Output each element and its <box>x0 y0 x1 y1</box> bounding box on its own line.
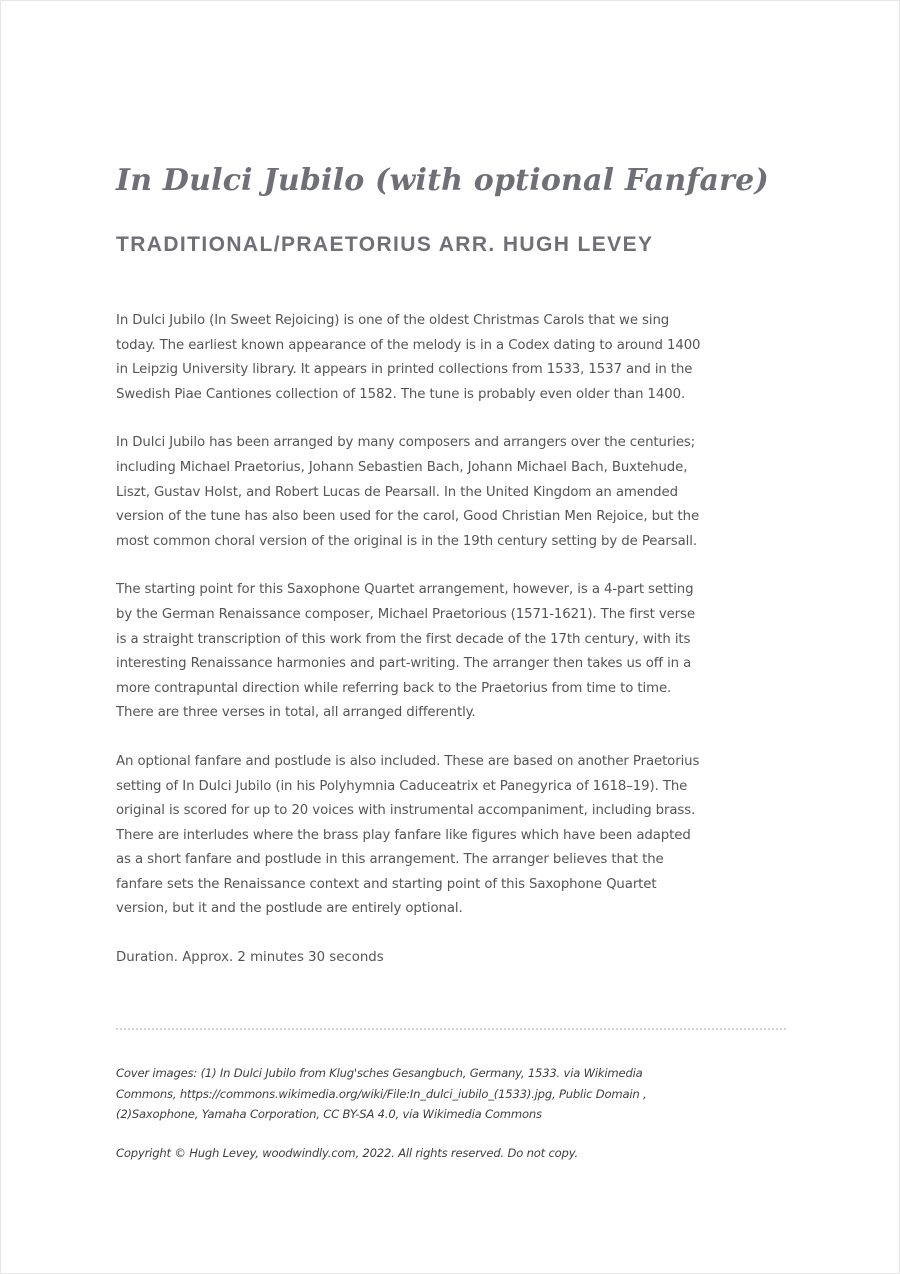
copyright-notice: Copyright © Hugh Levey, woodwindly.com, 2022. All rights reserved. Do not copy. <box>116 1145 578 1160</box>
paragraph-arrangement <box>116 578 786 726</box>
description-body <box>116 309 786 971</box>
page-title: In Dulci Jubilo (with optional Fanfare) <box>116 163 769 198</box>
text-line: interesting Renaissance harmonies and part-writing. The arranger then takes us off in a <box>116 656 692 672</box>
credit-line: (2)Saxophone, Yamaha Corporation, CC BY-SA 4.0, via Wikimedia Commons <box>116 1107 542 1121</box>
credit-line: Commons, https://commons.wikimedia.org/wiki/File:In_dulci_iubilo_(1533).jpg, Public Domain , <box>116 1086 647 1101</box>
image-credits <box>116 1063 786 1125</box>
text-line: original is scored for up to 20 voices with instrumental accompaniment, including brass. <box>116 803 696 819</box>
text-line: In Dulci Jubilo (In Sweet Rejoicing) is one of the oldest Christmas Carols that we sing <box>116 313 670 328</box>
text-line: In Dulci Jubilo has been arranged by many composers and arrangers over the centuries; <box>116 435 696 451</box>
main-content <box>116 159 786 971</box>
text-line: more contrapuntal direction while referring back to the Praetorius from time to time. <box>116 680 672 696</box>
text-line: There are three verses in total, all arranged differently. <box>116 705 476 721</box>
text-line: fanfare sets the Renaissance context and starting point of this Saxophone Quartet <box>116 876 657 892</box>
text-line: as a short fanfare and postlude in this arrangement. The arranger believes that the <box>116 852 664 868</box>
footer <box>116 1063 786 1163</box>
text-line: version, but it and the postlude are entirely optional. <box>116 901 463 917</box>
text-line: There are interludes where the brass play fanfare like figures which have been adapted <box>116 827 691 843</box>
text-line: including Michael Praetorius, Johann Sebastien Bach, Johann Michael Bach, Buxtehude, <box>116 459 688 475</box>
text-line: The starting point for this Saxophone Quartet arrangement, however, is a 4-part setting <box>116 582 694 598</box>
paragraph-fanfare <box>116 750 786 922</box>
text-line: Liszt, Gustav Holst, and Robert Lucas de Pearsall. In the United Kingdom an amended <box>116 484 678 500</box>
text-line: by the German Renaissance composer, Michael Praetorious (1571-1621). The first verse <box>116 606 695 622</box>
text-line: is a straight transcription of this work from the first decade of the 17th century, with its <box>116 631 691 647</box>
credit-line: Cover images: (1) In Dulci Jubilo from Klug'sches Gesangbuch, Germany, 1533. via Wikimedia <box>116 1066 643 1080</box>
text-line: today. The earliest known appearance of the melody is in a Codex dating to around 1400 <box>116 337 701 353</box>
text-line: version of the tune has also been used for the carol, Good Christian Men Rejoice, but the <box>116 509 700 525</box>
duration-text: Duration. Approx. 2 minutes 30 seconds <box>116 950 384 966</box>
paragraph-history <box>116 309 786 407</box>
composer-subtitle: TRADITIONAL/PRAETORIUS ARR. HUGH LEVEY <box>116 233 654 256</box>
text-line: most common choral version of the original is in the 19th century setting by de Pearsall. <box>116 533 697 549</box>
dotted-divider <box>116 1028 786 1030</box>
text-line: An optional fanfare and postlude is also included. These are based on another Praetorius <box>116 753 700 769</box>
paragraph-arrangers <box>116 431 786 554</box>
text-line: setting of In Dulci Jubilo (in his Polyhymnia Caduceatrix et Panegyrica of 1618–19). The <box>116 778 688 794</box>
text-line: Swedish Piae Cantiones collection of 1582. The tune is probably even older than 1400. <box>116 386 686 402</box>
text-line: in Leipzig University library. It appears in printed collections from 1533, 1537 and in the <box>116 362 693 378</box>
